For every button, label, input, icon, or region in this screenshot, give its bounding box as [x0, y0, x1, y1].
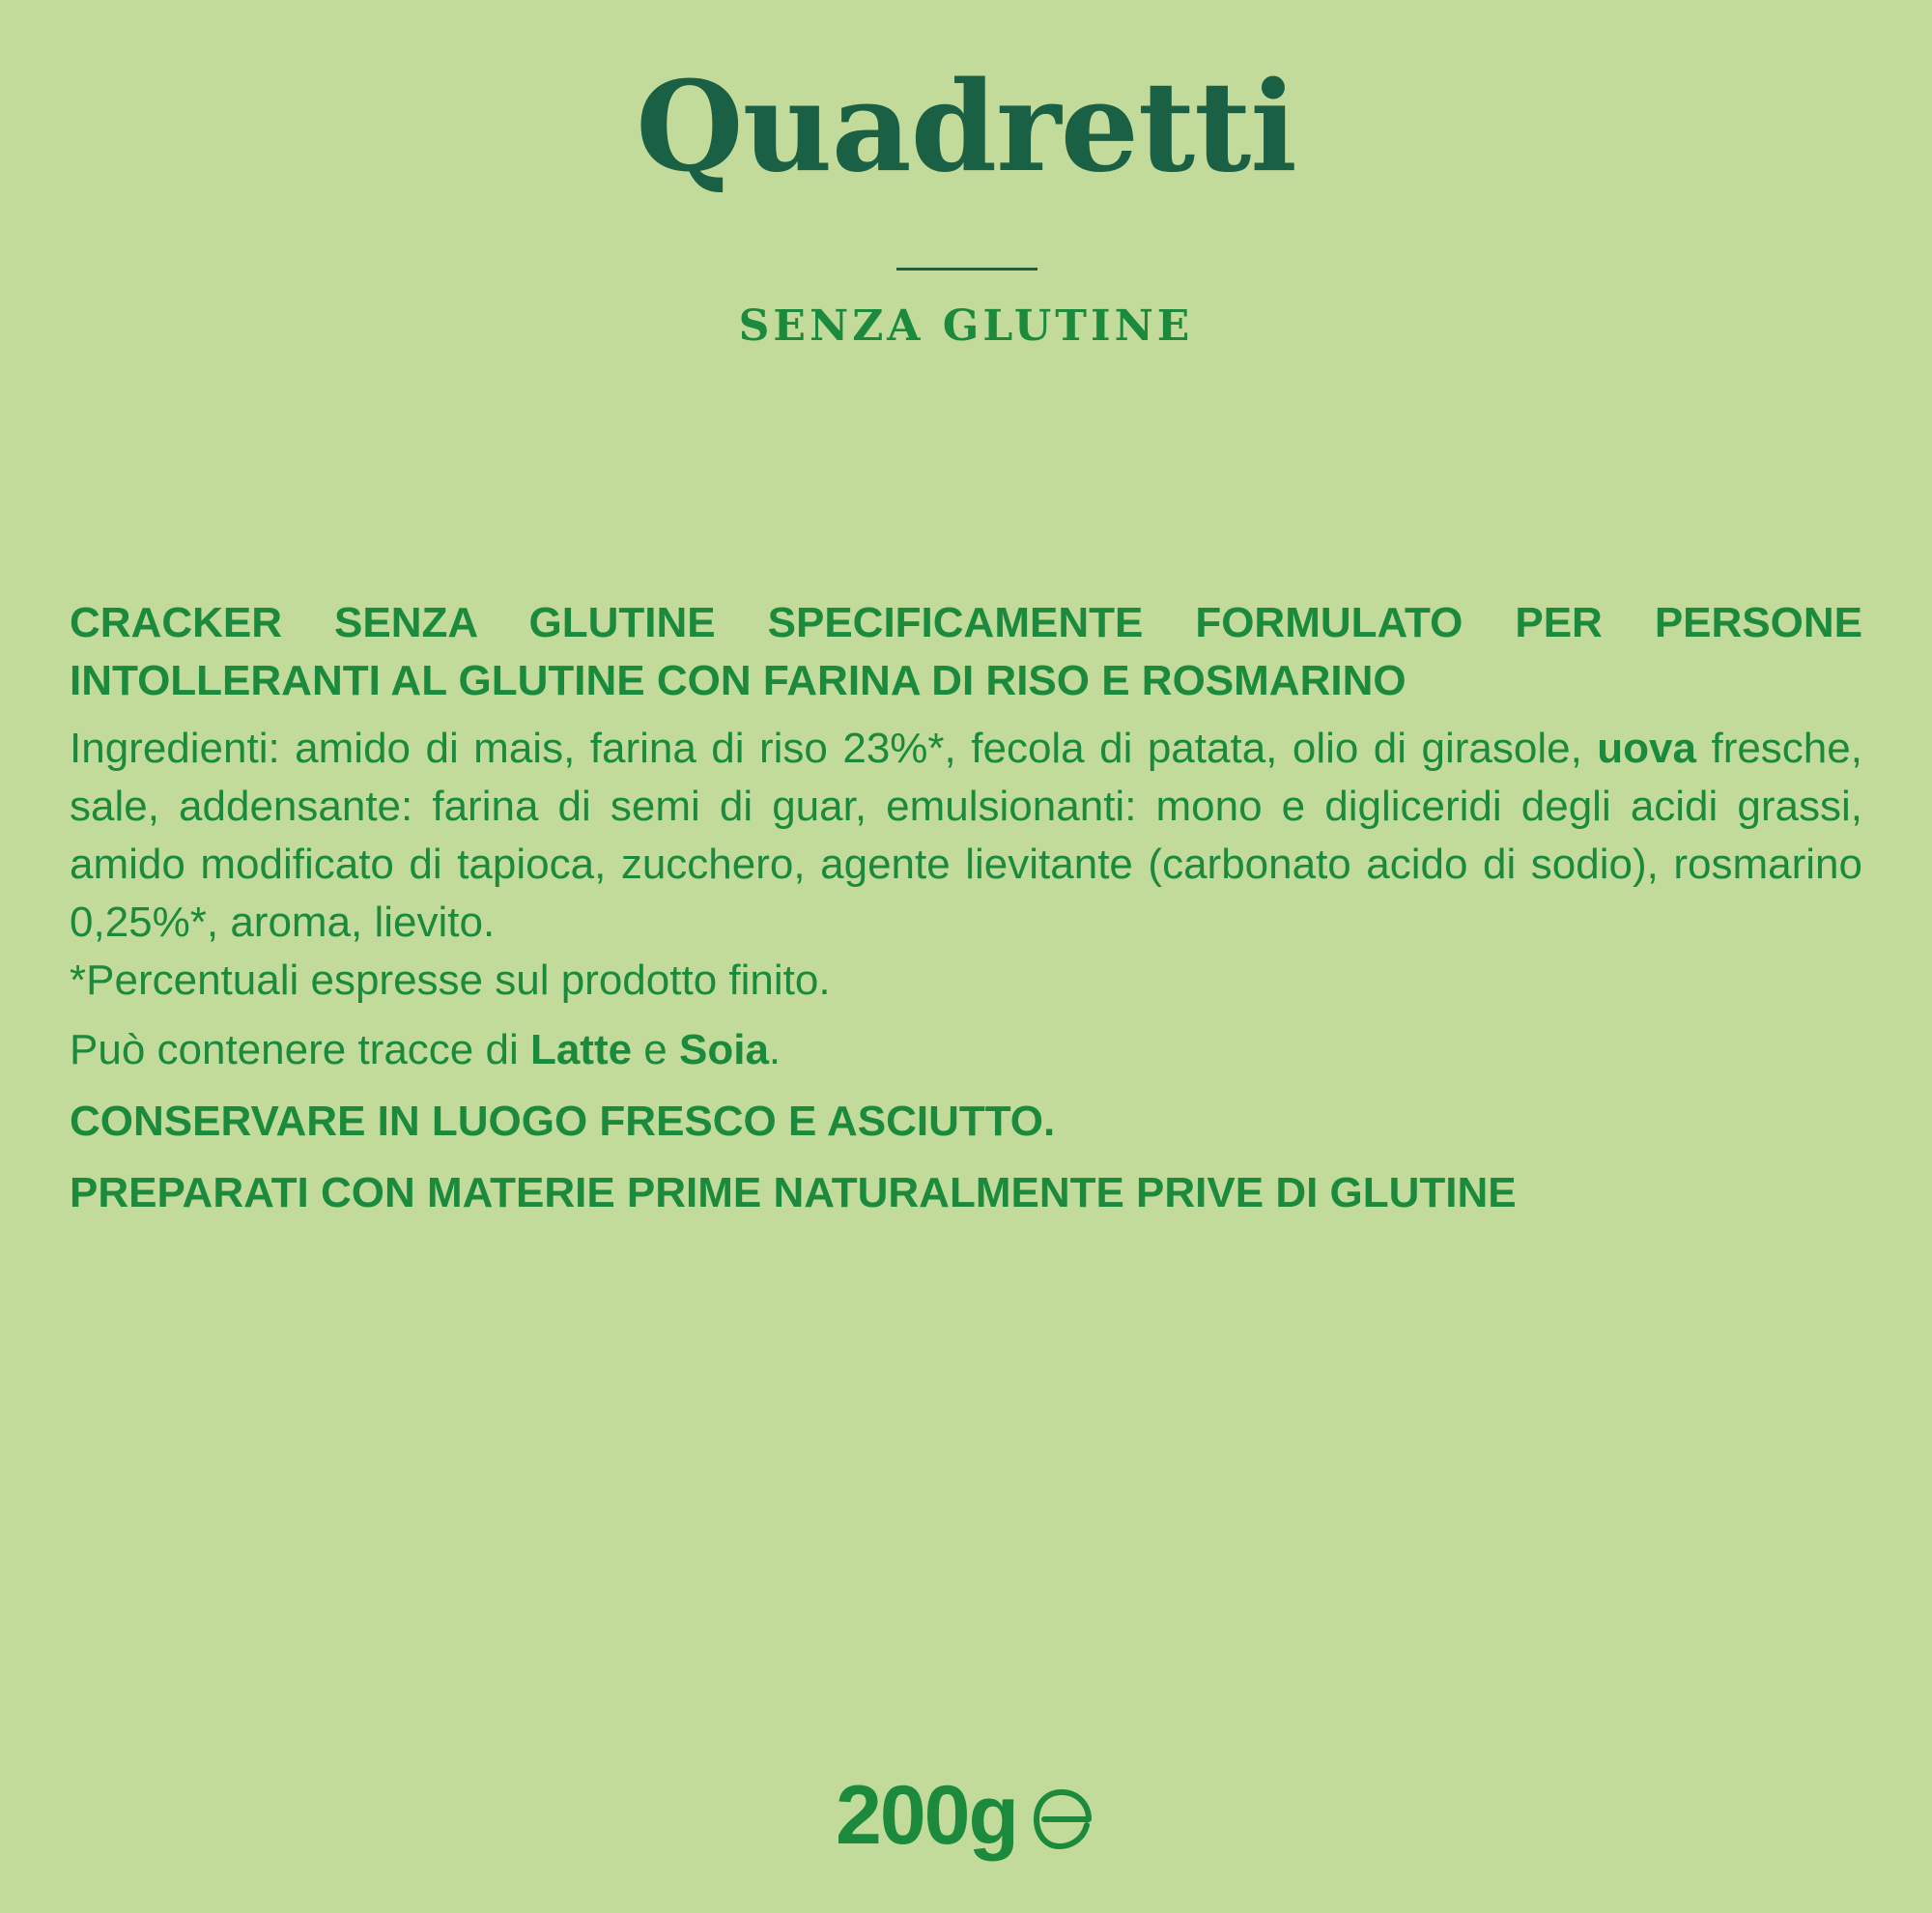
ingredients-list	[70, 720, 1862, 952]
product-description: CRACKER SENZA GLUTINE SPECIFICAMENTE FORMULATO PER PERSONE INTOLLERANTI AL GLUTINE CON FARINA DI RISO E ROSMARINO	[70, 599, 1862, 704]
title-divider	[896, 268, 1037, 271]
storage-instructions: CONSERVARE IN LUOGO FRESCO E ASCIUTTO.	[70, 1098, 1056, 1145]
traces-conjunction: e	[632, 1026, 679, 1073]
traces-suffix: .	[768, 1026, 781, 1073]
percentage-footnote: *Percentuali espresse sul prodotto finito.	[70, 956, 831, 1004]
ingredients-text-part1: Ingredienti: amido di mais, farina di riso 23%*, fecola di patata, olio di girasole,	[70, 725, 1598, 772]
net-weight: 200g	[835, 1769, 1018, 1862]
product-title: Quadretti	[636, 55, 1296, 200]
ingredients-text-part2: fresche, sale, addensante: farina di semi di guar, emulsionanti: mono e digliceridi degli acidi grassi, amido modificato di tapioca, zucchero, agente lievitante (carbonato acido di sodio), rosmarino 0,25%*, aroma, lievito.	[70, 725, 1862, 946]
allergen-traces	[70, 1021, 1862, 1079]
product-subtitle: SENZA GLUTINE	[738, 301, 1194, 351]
traces-allergen-milk: Latte	[529, 1026, 633, 1073]
estimated-e-mark-icon	[1031, 1786, 1096, 1852]
gluten-free-note: PREPARATI CON MATERIE PRIME NATURALMENTE PRIVE DI GLUTINE	[70, 1169, 1517, 1216]
traces-allergen-soy: Soia	[679, 1026, 769, 1073]
ingredient-allergen-eggs: uova	[1597, 725, 1696, 772]
net-weight-row	[0, 1768, 1932, 1864]
label-text-block	[70, 594, 1862, 1236]
traces-prefix: Può contenere tracce di	[70, 1026, 530, 1073]
